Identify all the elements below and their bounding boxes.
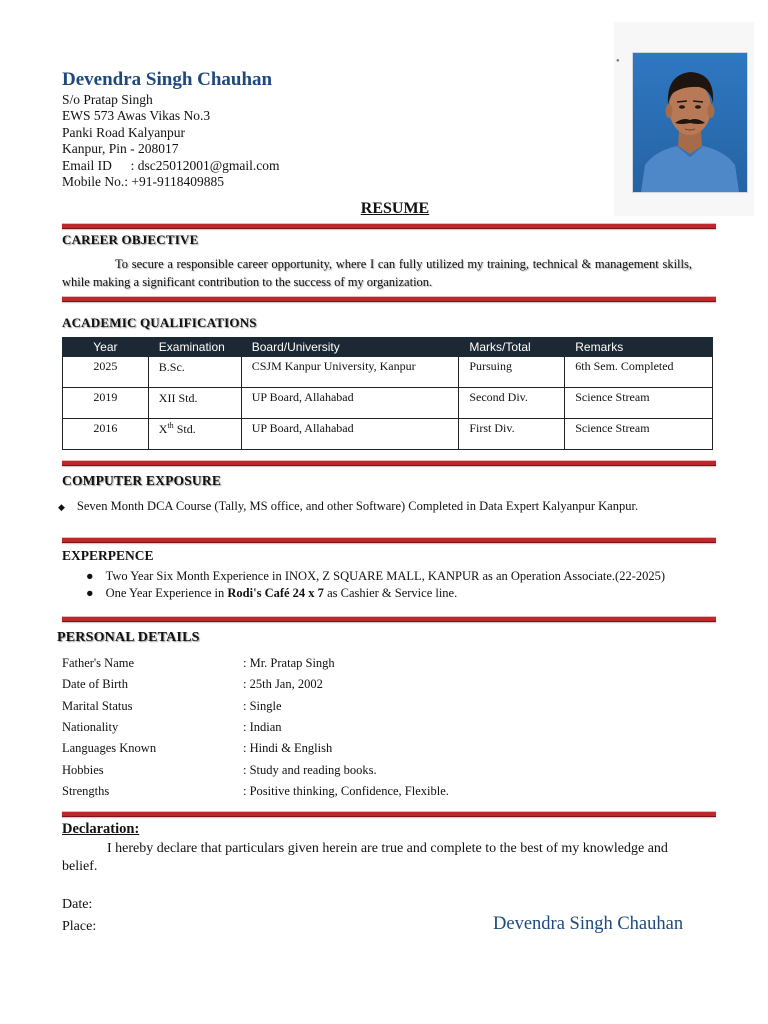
email-label: Email ID [62, 157, 112, 173]
detail-label: Date of Birth [62, 677, 128, 691]
cell-board: UP Board, Allahabad [241, 388, 459, 419]
computer-heading: COMPUTER EXPOSURE [62, 473, 222, 488]
section-divider [62, 223, 716, 229]
experience-heading: EXPERPENCE [62, 548, 154, 563]
candidate-name: Devendra Singh Chauhan [62, 69, 273, 90]
detail-value: : Positive thinking, Confidence, Flexible. [243, 784, 449, 798]
signature-name: Devendra Singh Chauhan [493, 914, 684, 934]
detail-label: Languages Known [62, 741, 157, 755]
cell-year: 2019 [63, 388, 149, 419]
resume-title: RESUME [360, 200, 430, 217]
cell-board: CSJM Kanpur University, Kanpur [241, 357, 459, 388]
table-row [63, 419, 713, 450]
date-label: Date: [62, 897, 93, 912]
address-line: S/o Pratap Singh [62, 92, 153, 107]
profile-photo [632, 52, 748, 193]
cell-exam: XII Std. [148, 388, 241, 419]
detail-label: Hobbies [62, 763, 104, 777]
detail-value: : Indian [243, 720, 282, 734]
bullet-icon: ● [86, 586, 94, 600]
detail-value: : 25th Jan, 2002 [243, 677, 323, 691]
career-objective-heading: CAREER OBJECTIVE [62, 232, 199, 247]
detail-label: Nationality [62, 720, 119, 734]
email-value: : dsc25012001@gmail.com [130, 157, 280, 173]
detail-label: Marital Status [62, 699, 133, 713]
cell-year: 2016 [63, 419, 149, 450]
list-item: ◆ Seven Month DCA Course (Tally, MS office, and other Software) Completed in Data Expert Kalyanpur Kanpur. [58, 499, 639, 513]
section-divider [62, 811, 716, 817]
column-header: Marks/Total [459, 338, 565, 357]
column-header: Board/University [241, 338, 459, 357]
table-row [63, 357, 713, 388]
detail-value: : Single [243, 699, 282, 713]
academic-table [62, 337, 713, 450]
column-header: Examination [148, 338, 241, 357]
cell-marks: First Div. [459, 419, 565, 450]
detail-value: : Study and reading books. [243, 763, 377, 777]
section-divider [62, 537, 716, 543]
declaration-text: I hereby declare that particulars given herein are true and complete to the best of my knowledge and belief. [62, 841, 668, 874]
detail-label: Father's Name [62, 656, 135, 670]
table-row [63, 388, 713, 419]
column-header: Year [63, 338, 149, 357]
declaration-heading: Declaration: [62, 821, 140, 837]
list-item: ● Two Year Six Month Experience in INOX, Z SQUARE MALL, KANPUR as an Operation Associate.(22-2025) [86, 569, 666, 583]
column-header: Remarks [565, 338, 713, 357]
academic-heading: ACADEMIC QUALIFICATIONS [62, 315, 257, 330]
detail-value: : Hindi & English [243, 741, 333, 755]
bullet-icon: ● [86, 569, 94, 583]
mobile-line: Mobile No.: +91-9118409885 [62, 174, 224, 190]
list-item: ● One Year Experience in Rodi's Café 24 x 7 as Cashier & Service line. [86, 586, 458, 600]
cell-marks: Pursuing [459, 357, 565, 388]
address-line: EWS 573 Awas Vikas No.3 [62, 108, 211, 124]
section-divider [62, 460, 716, 466]
photo-mark-icon: ● [616, 58, 620, 64]
place-label: Place: [62, 919, 97, 934]
address-line: Kanpur, Pin - 208017 [62, 141, 179, 157]
detail-label: Strengths [62, 784, 110, 798]
cell-remarks: Science Stream [565, 419, 713, 450]
cell-board: UP Board, Allahabad [241, 419, 459, 450]
person-photo-icon [633, 53, 747, 192]
section-divider [62, 616, 716, 622]
personal-heading: PERSONAL DETAILS [57, 630, 200, 645]
cell-remarks: Science Stream [565, 388, 713, 419]
email-line [62, 158, 280, 174]
section-divider [62, 296, 716, 302]
address-line: Panki Road Kalyanpur [62, 124, 185, 140]
career-objective-text: To secure a responsible career opportunity, where I can fully utilized my training, technical & management skills, while making a significant contribution to the success of my organization. [62, 257, 692, 289]
cell-exam: B.Sc. [148, 357, 241, 388]
cell-remarks: 6th Sem. Completed [565, 357, 713, 388]
cell-marks: Second Div. [459, 388, 565, 419]
cell-exam: Xth Std. [148, 419, 241, 450]
contact-block [62, 92, 280, 190]
bullet-diamond-icon: ◆ [58, 502, 65, 512]
detail-value: : Mr. Pratap Singh [243, 656, 335, 670]
table-header-row [63, 338, 713, 357]
cell-year: 2025 [63, 357, 149, 388]
